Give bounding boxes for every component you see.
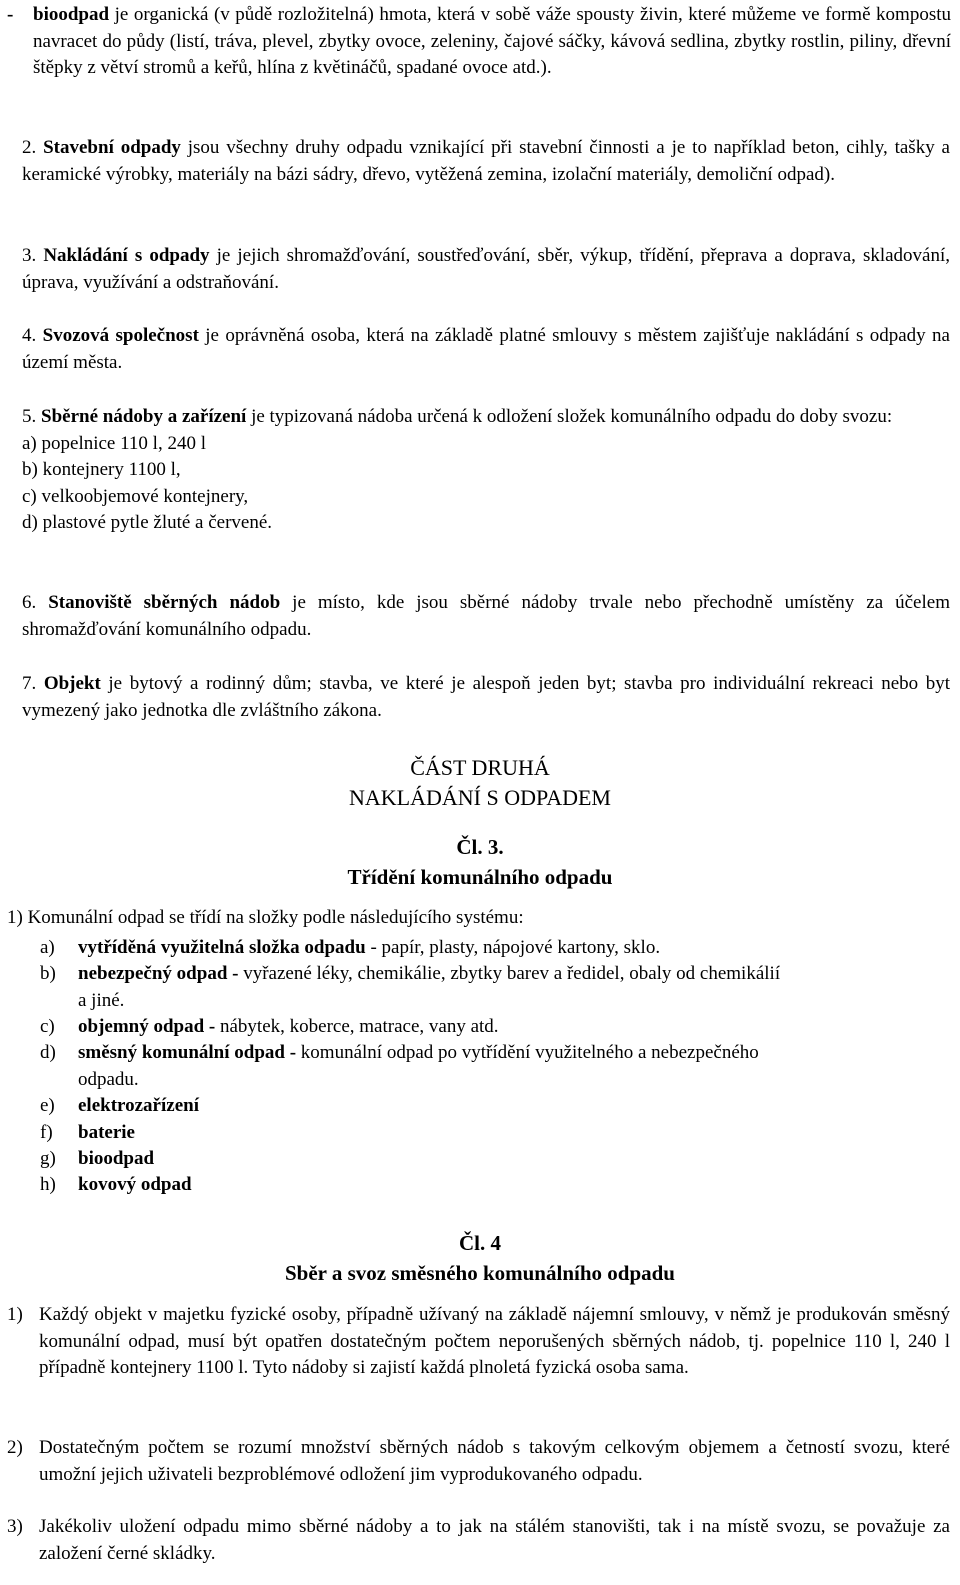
- list-item-d-continuation: odpadu.: [78, 1068, 139, 1090]
- definition-6: [22, 590, 950, 643]
- definition-4: [22, 323, 950, 376]
- list-item-b-continuation: a jiné.: [78, 989, 125, 1011]
- definition-3-term: Nakládání s odpady: [43, 245, 210, 266]
- list-item-h: [40, 1172, 950, 1199]
- list-item-f-label: f): [40, 1122, 53, 1143]
- container-item-a: a) popelnice 110 l, 240 l: [22, 432, 206, 454]
- paragraph-1-label: 1): [7, 1304, 23, 1325]
- article-4-number: Čl. 4: [459, 1231, 501, 1255]
- definition-2-term: Stavební odpady: [43, 137, 181, 158]
- container-item-b: b) kontejnery 1100 l,: [22, 459, 181, 480]
- list-item-g-label: g): [40, 1148, 56, 1169]
- definition-5-term: Sběrné nádoby a zařízení: [41, 406, 247, 427]
- definition-4-text: je oprávněná osoba, která na základě platné smlouvy s městem zajišťuje nakládání s odpady na území města.: [22, 325, 950, 373]
- list-item-f: [40, 1120, 950, 1147]
- definition-3-text: je jejich shromažďování, soustřeďování, sběr, výkup, třídění, přeprava a doprava, skladování, úprava, využívání a odstraňování.: [22, 245, 951, 293]
- list-item-g-term: bioodpad: [78, 1148, 155, 1169]
- article-3-title: Třídění komunálního odpadu: [347, 865, 613, 889]
- definition-5-number: 5.: [22, 406, 37, 427]
- article-4-paragraph-2: [7, 1435, 950, 1488]
- list-item-f-term: baterie: [78, 1122, 135, 1143]
- definition-5-text: je typizovaná nádoba určená k odložení složek komunálního odpadu do doby svozu:: [246, 406, 893, 427]
- definition-7: [22, 671, 950, 724]
- article-4-heading: [0, 1228, 960, 1288]
- definition-4-number: 4.: [22, 325, 37, 346]
- list-item-c-label: c): [40, 1016, 55, 1037]
- definition-biowaste: [7, 2, 951, 82]
- definition-7-number: 7.: [22, 673, 37, 694]
- list-item-c-term: objemný odpad -: [78, 1016, 216, 1037]
- term-biowaste: bioodpad: [33, 4, 110, 25]
- definition-6-number: 6.: [22, 592, 37, 613]
- list-item-a-text: - papír, plasty, nápojové kartony, sklo.: [365, 937, 661, 958]
- definition-7-term: Objekt: [43, 673, 101, 694]
- paragraph-2-text: Dostatečným počtem se rozumí množství sběrných nádob s takovým celkovým objemem a četností svozu, které umožní jejich uživateli bezproblémové odložení jim vyprodukovaného odpadu.: [39, 1437, 950, 1485]
- container-item-d: d) plastové pytle žluté a červené.: [22, 512, 273, 533]
- list-item-e-term: elektrozařízení: [78, 1095, 199, 1116]
- list-item-g: [40, 1146, 950, 1173]
- text-biowaste: je organická (v půdě rozložitelná) hmota, která v sobě váže spousty živin, které můžeme ve formě kompostu navracet do půdy (listí, tráva, plevel, zbytky ovoce, zeleniny, čajové sáčky, kávová sedlina, zbytky rostlin, piliny, dřevní štěpky z větví stromů a keřů, hlína z květináčů, spadané ovoce atd.).: [33, 4, 951, 78]
- article-4-title: Sběr a svoz směsného komunálního odpadu: [285, 1261, 675, 1285]
- list-item-a-label: a): [40, 937, 55, 958]
- list-item-b-text: vyřazené léky, chemikálie, zbytky barev a ředidel, obaly od chemikálií: [238, 963, 781, 984]
- list-item-b-term: nebezpečný odpad -: [78, 963, 239, 984]
- list-item-c-text: nábytek, koberce, matrace, vany atd.: [215, 1016, 499, 1037]
- definition-7-text: je bytový a rodinný dům; stavba, ve které je alespoň jeden byt; stavba pro individuální rekreaci nebo byt vymezený jako jednotka dle zvláštního zákona.: [22, 673, 950, 721]
- list-item-b-label: b): [40, 963, 56, 984]
- article-4-paragraph-3: [7, 1514, 950, 1567]
- article-3-number: Čl. 3.: [456, 835, 504, 859]
- paragraph-2-label: 2): [7, 1437, 23, 1458]
- definition-4-term: Svozová společnost: [42, 325, 199, 346]
- article-3-intro: 1) Komunální odpad se třídí na složky podle následujícího systému:: [7, 907, 524, 928]
- list-item-c: [40, 1014, 950, 1041]
- paragraph-3-text: Jakékoliv uložení odpadu mimo sběrné nádoby a to jak na stálém stanovišti, tak i na místě svozu, se považuje za založení černé skládky.: [39, 1516, 950, 1564]
- bullet-dash: -: [7, 4, 14, 25]
- definition-2-text: jsou všechny druhy odpadu vznikající při stavební činnosti a je to například beton, cihly, tašky a keramické výrobky, materiály na bázi sádry, dřevo, vytěžená zemina, izolační materiály, demoliční odpad).: [22, 137, 950, 185]
- definition-2: [22, 135, 950, 188]
- part-heading: [0, 753, 960, 813]
- list-item-d: [40, 1040, 950, 1093]
- list-item-b: [40, 961, 950, 1014]
- article-3-heading: [0, 832, 960, 892]
- list-item-h-term: kovový odpad: [78, 1174, 192, 1195]
- definition-3-number: 3.: [22, 245, 37, 266]
- list-item-d-term: směsný komunální odpad -: [78, 1042, 297, 1063]
- list-item-e: [40, 1093, 950, 1120]
- definition-6-text: je místo, kde jsou sběrné nádoby trvale nebo přechodně umístěny za účelem shromažďování komunálního odpadu.: [22, 592, 950, 640]
- article-4-paragraph-1: [7, 1302, 950, 1382]
- part-title-line2: NAKLÁDÁNÍ S ODPADEM: [349, 785, 611, 810]
- list-item-d-label: d): [40, 1042, 56, 1063]
- list-item-a: [40, 935, 950, 962]
- part-title-line1: ČÁST DRUHÁ: [410, 755, 550, 780]
- definition-6-term: Stanoviště sběrných nádob: [48, 592, 281, 613]
- list-item-d-text: komunální odpad po vytřídění využitelného a nebezpečného: [296, 1042, 759, 1063]
- list-item-e-label: e): [40, 1095, 55, 1116]
- definition-3: [22, 243, 950, 296]
- paragraph-3-label: 3): [7, 1516, 23, 1537]
- definition-2-number: 2.: [22, 137, 37, 158]
- definition-5: [22, 404, 950, 537]
- container-item-c: c) velkoobjemové kontejnery,: [22, 485, 249, 507]
- list-item-h-label: h): [40, 1174, 56, 1195]
- paragraph-1-text: Každý objekt v majetku fyzické osoby, případně užívaný na základě nájemní smlouvy, v němž je produkován směsný komunální odpad, musí být opatřen dostatečným počtem neporušených sběrných nádob, tj. popelnice 110 l, 240 l případně kontejnery 1100 l. Tyto nádoby si zajistí každá plnoletá fyzická osoba sama.: [39, 1304, 950, 1378]
- list-item-a-term: vytříděná využitelná složka odpadu: [78, 937, 366, 958]
